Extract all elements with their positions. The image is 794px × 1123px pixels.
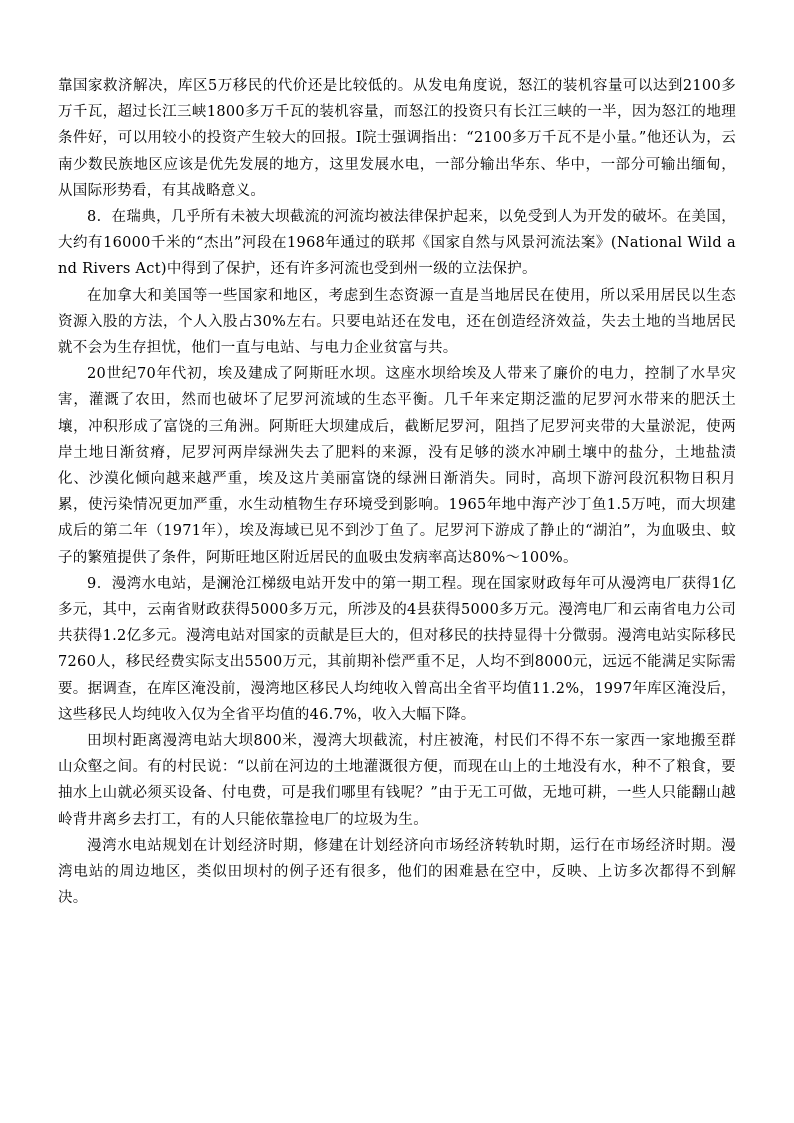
paragraph-6: 田坝村距离漫湾电站大坝800米，漫湾大坝截流，村庄被淹，村民们不得不东一家西一家地搬至群山众壑之间。有的村民说：“以前在河边的土地灌溉很方便，而现在山上的土地没有水，种不了粮食，要抽水上山就必须买设备、付电费，可是我们哪里有钱呢？”由于无工可做，无地可耕，一些人只能翻山越岭背井离乡去打工，有的人只能依靠捡电厂的垃圾为生。 bbox=[58, 733, 736, 828]
paragraph-4: 20世纪70年代初，埃及建成了阿斯旺水坝。这座水坝给埃及人带来了廉价的电力，控制了水旱灾害，灌溉了农田，然而也破坏了尼罗河流域的生态平衡。几千年来定期泛滥的尼罗河水带来的肥沃土壤，冲积形成了富饶的三角洲。阿斯旺大坝建成后，截断尼罗河，阻挡了尼罗河夹带的大量淤泥，使两岸土地日渐贫瘠，尼罗河两岸绿洲失去了肥料的来源，没有足够的淡水冲刷土壤中的盐分，土地盐渍化、沙漠化倾向越来越严重，埃及这片美丽富饶的绿洲日渐消失。同时，高坝下游河段沉积物日积月累，使污染情况更加严重，水生动植物生存环境受到影响。1965年地中海产沙丁鱼1.5万吨，而大坝建成后的第二年（1971年），埃及海域已见不到沙丁鱼了。尼罗河下游成了静止的“湖泊”，为血吸虫、蚊子的繁殖提供了条件，阿斯旺地区附近居民的血吸虫发病率高达80%～100%。 bbox=[58, 366, 736, 566]
paragraph-3: 在加拿大和美国等一些国家和地区，考虑到生态资源一直是当地居民在使用，所以采用居民以生态资源入股的方法，个人入股占30%左右。只要电站还在发电，还在创造经济效益，失去土地的当地居民就不会为生存担忧，他们一直与电站、与电力企业贫富与共。 bbox=[58, 287, 736, 357]
paragraph-1: 靠国家救济解决，库区5万移民的代价还是比较低的。从发电角度说，怒江的装机容量可以达到2100多万千瓦，超过长江三峡1800多万千瓦的装机容量，而怒江的投资只有长江三峡的一半，因为怒江的地理条件好，可以用较小的投资产生较大的回报。I院士强调指出：“2100多万千瓦不是小量。”他还认为，云南少数民族地区应该是优先发展的地方，这里发展水电，一部分输出华东、华中，一部分可输出缅甸，从国际形势看，有其战略意义。 bbox=[58, 78, 736, 199]
document-page bbox=[58, 73, 736, 912]
paragraph-7: 漫湾水电站规划在计划经济时期，修建在计划经济向市场经济转轨时期，运行在市场经济时期。漫湾电站的周边地区，类似田坝村的例子还有很多，他们的困难悬在空中，反映、上访多次都得不到解决。 bbox=[58, 837, 736, 907]
paragraph-5: 9．漫湾水电站，是澜沧江梯级电站开发中的第一期工程。现在国家财政每年可从漫湾电厂获得1亿多元，其中，云南省财政获得5000多万元，所涉及的4县获得5000多万元。漫湾电厂和云南省电力公司共获得1.2亿多元。漫湾电站对国家的贡献是巨大的，但对移民的扶持显得十分微弱。漫湾电站实际移民7260人，移民经费实际支出5500万元，其前期补偿严重不足，人均不到8000元，远远不能满足实际需要。据调查，在库区淹没前，漫湾地区移民人均纯收入曾高出全省平均值11.2%，1997年库区淹没后，这些移民人均纯收入仅为全省平均值的46.7%，收入大幅下降。 bbox=[58, 575, 736, 723]
paragraph-2: 8．在瑞典，几乎所有未被大坝截流的河流均被法律保护起来，以免受到人为开发的破坏。在美国，大约有16000千米的“杰出”河段在1968年通过的联邦《国家自然与风景河流法案》(National Wild and Rivers Act)中得到了保护，还有许多河流也受到州一级的立法保护。 bbox=[58, 209, 736, 278]
